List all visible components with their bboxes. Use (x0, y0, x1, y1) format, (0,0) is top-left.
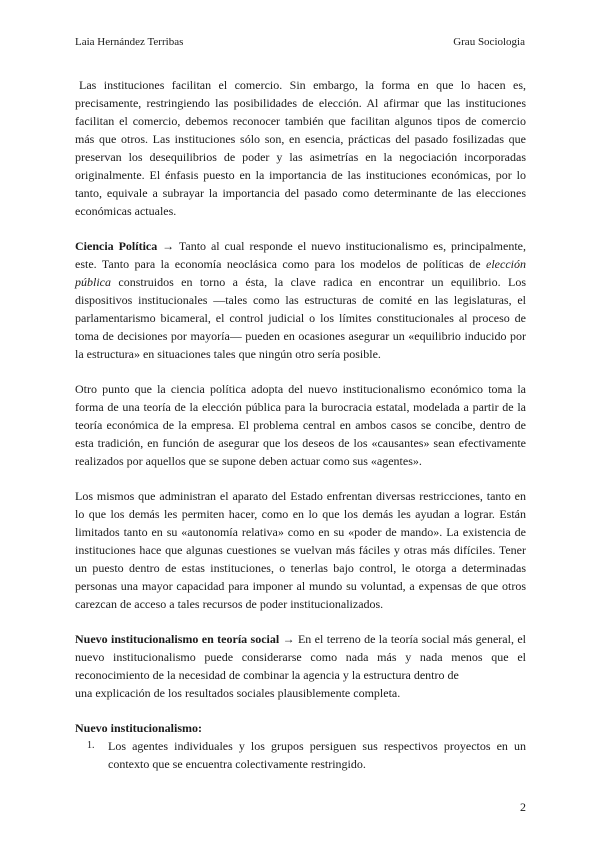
page-number: 2 (520, 800, 526, 814)
term-nuevo-institucionalismo-teoria-social: Nuevo institucionalismo en teoría social (75, 632, 280, 646)
paragraph-teoria-social (75, 630, 526, 702)
paragraph-text-part: → En el terreno de la teoría social más general, el nuevo institucionalismo puede considerarse como nada más y nada menos que el reconocimiento de la necesidad de combinar la agencia y la estructura dentro de (75, 632, 526, 682)
paragraph-ciencia-politica (75, 237, 526, 363)
list-item (75, 737, 526, 773)
italic-eleccion-publica: elección pública (75, 257, 526, 289)
document-body (75, 76, 526, 773)
list-item-text: Los agentes individuales y los grupos persiguen sus respectivos proyectos en un contexto que se encuentra colectivamente restringido. (108, 739, 526, 771)
paragraph-text-part: construidos en torno a ésta, la clave radica en encontrar un equilibrio. Los dispositivos institucionales —tales como las estructuras de comité en las legislaturas, el parlamentarismo bicameral, el control judicial o los límites constitucionales al proceso de toma de decisiones por mayoría— pueden en ocasiones asegurar un «equilibrio inducido por la estructura» en situaciones tales que ningún otro sería posible. (75, 275, 526, 361)
list-item-number: 1. (87, 740, 95, 751)
numbered-list (75, 737, 526, 773)
author-name: Laia Hernández Terribas (75, 36, 184, 48)
paragraph-text-part: una explicación de los resultados sociales plausiblemente completa. (75, 686, 401, 700)
section-heading: Nuevo institucionalismo: (75, 721, 203, 735)
term-ciencia-politica: Ciencia Política (75, 239, 158, 253)
paragraph-burocracia: Otro punto que la ciencia política adopta del nuevo institucionalismo económico toma la forma de una teoría de la elección pública para la burocracia estatal, modelada a partir de la teoría económica de la empresa. El problema central en ambos casos se concibe, dentro de esta tradición, en función de asegurar que los deseos de los «causantes» sean efectivamente realizados por aquellos que se supone deben actuar como sus «agentes». (75, 382, 526, 468)
course-name: Grau Sociologia (453, 36, 525, 48)
paragraph-instituciones: Las instituciones facilitan el comercio. Sin embargo, la forma en que lo hacen es, precisamente, restringiendo las posibilidades de elección. Al afirmar que las instituciones facilitan el comercio, debemos reconocer también que facilitan algunos tipos de comercio más que otros. Las instituciones sólo son, en esencia, prácticas del pasado fosilizadas que preservan los desequilibrios de poder y las asimetrías en la negociación incorporadas originalmente. El énfasis puesto en la importancia de las instituciones económicas, por lo tanto, equivale a subrayar la importancia del pasado como determinante de las elecciones económicas actuales. (75, 78, 526, 218)
paragraph-text-part: → Tanto al cual responde el nuevo institucionalismo es, principalmente, este. Tanto para la economía neoclásica como para los modelos de políticas de (75, 239, 526, 271)
paragraph-restricciones: Los mismos que administran el aparato del Estado enfrentan diversas restricciones, tanto en lo que los demás les permiten hacer, como en lo que los demás les ayudan a lograr. Están limitados tanto en su «autonomía relativa» como en su «poder de mando». La existencia de instituciones hace que algunas cuestiones se vuelvan más fáciles y otras más difíciles. Tener un puesto dentro de estas instituciones, o tenerlas bajo control, le otorga a determinadas personas una mayor capacidad para imponer al mundo su voluntad, a expensas de que otros carezcan de acceso a tales recursos de poder institucionalizados. (75, 489, 526, 611)
